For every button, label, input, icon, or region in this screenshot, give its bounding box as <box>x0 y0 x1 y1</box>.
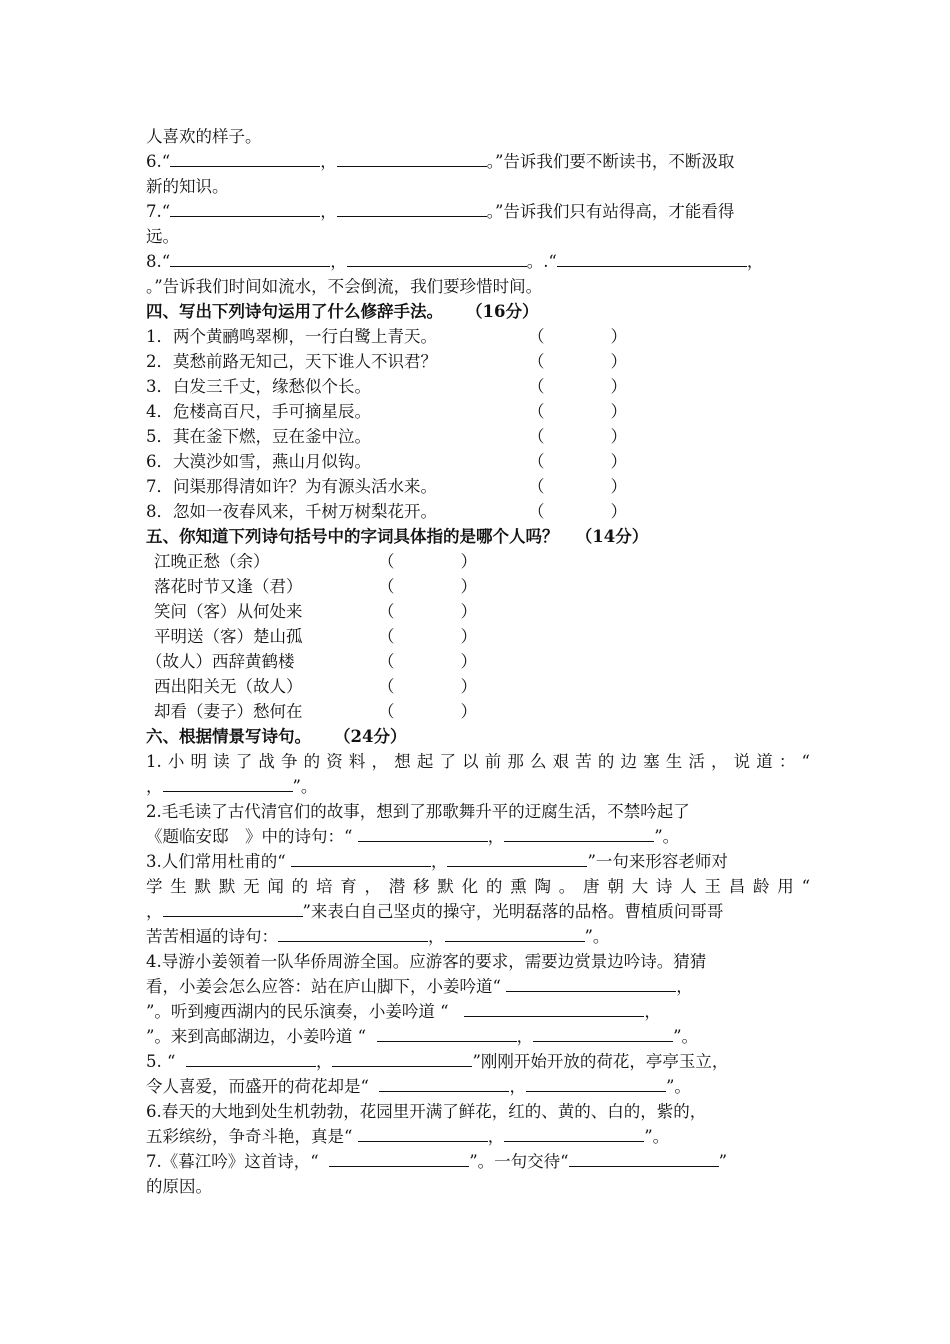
text: 的原因。 <box>146 1177 212 1196</box>
item-text: 平明送（客）楚山孤 <box>154 627 303 646</box>
text: ， <box>509 1077 526 1096</box>
text: ”。一句交待“ <box>469 1152 569 1171</box>
answer-paren[interactable]: （ ） <box>378 652 477 671</box>
item-text: 6．大漠沙如雪，燕山月似钩。 <box>146 452 371 471</box>
rhetoric-item <box>146 399 810 424</box>
answer-blank[interactable] <box>337 199 487 217</box>
text: 7.“ <box>146 202 171 221</box>
item-text: （故人）西辞黄鹤楼 <box>146 652 295 671</box>
answer-blank[interactable] <box>533 1024 673 1042</box>
item-text: 1．两个黄鹂鸣翠柳，一行白鹭上青天。 <box>146 327 437 346</box>
answer-blank[interactable] <box>347 249 527 267</box>
text-line <box>146 999 810 1024</box>
text: ， <box>487 1127 505 1146</box>
text: ， <box>644 1002 661 1021</box>
item-text: 8．忽如一夜春风来，千树万树梨花开。 <box>146 502 437 521</box>
person-item <box>146 574 810 599</box>
person-item <box>146 699 810 724</box>
answer-blank[interactable] <box>332 1049 472 1067</box>
answer-paren[interactable]: （ ） <box>528 452 627 471</box>
text: ， <box>487 827 505 846</box>
text: ， <box>330 252 347 271</box>
text: 8.“ <box>146 252 171 271</box>
answer-paren[interactable]: （ ） <box>378 602 477 621</box>
text: 1.小明读了战争的资料，想起了以前那么艰苦的边塞生活，说道：“ <box>146 752 810 771</box>
question-7 <box>146 199 810 224</box>
answer-blank[interactable] <box>504 824 654 842</box>
item-text: 落花时节又逢（君） <box>154 577 303 596</box>
text: 人喜欢的样子。 <box>146 127 262 146</box>
answer-paren[interactable]: （ ） <box>378 577 477 596</box>
text-line <box>146 224 810 249</box>
item-text: 2．莫愁前路无知己，天下谁人不识君？ <box>146 352 437 371</box>
answer-blank[interactable] <box>445 924 585 942</box>
item-text: 3．白发三千丈，缘愁似个长。 <box>146 377 371 396</box>
text: 6.“ <box>146 152 171 171</box>
person-item <box>146 674 810 699</box>
answer-blank[interactable] <box>170 249 330 267</box>
answer-blank[interactable] <box>569 1149 719 1167</box>
heading-text: 六、根据情景写诗句。 <box>146 727 311 746</box>
answer-blank[interactable] <box>447 849 587 867</box>
answer-paren[interactable]: （ ） <box>528 402 627 421</box>
section-heading <box>146 724 810 749</box>
item-text: 江晚正愁（余） <box>154 552 270 571</box>
text: ”刚刚开始开放的荷花，亭亭玉立， <box>472 1052 729 1071</box>
text: ， <box>320 152 337 171</box>
text: ”。来到高邮湖边，小姜吟道 “ <box>146 1027 367 1046</box>
score: （24分） <box>333 727 407 746</box>
text: 5. “ <box>146 1052 176 1071</box>
answer-blank[interactable] <box>163 899 303 917</box>
text: ， <box>146 777 163 796</box>
text: 令人喜爱，而盛开的荷花却是“ <box>146 1077 369 1096</box>
text-line <box>146 749 810 774</box>
text: ， <box>320 202 337 221</box>
text: ”。 <box>673 1027 699 1046</box>
answer-blank[interactable] <box>170 149 320 167</box>
text: ”。 <box>665 1077 691 1096</box>
text: 。”告诉我们时间如流水，不会倒流，我们要珍惜时间。 <box>146 277 543 296</box>
text: 3.人们常用杜甫的“ <box>146 852 286 871</box>
text: 。”告诉我们要不断读书，不断汲取 <box>486 152 735 171</box>
text: 《题临安邸 》中的诗句：“ <box>146 827 353 846</box>
answer-paren[interactable]: （ ） <box>378 702 477 721</box>
text-line <box>146 1049 810 1074</box>
text: ”一句来形容老师对 <box>587 852 728 871</box>
answer-blank[interactable] <box>278 924 428 942</box>
text: ， <box>428 927 445 946</box>
answer-blank[interactable] <box>504 1124 644 1142</box>
text: ”。听到瘦西湖内的民乐演奏，小姜吟道 “ <box>146 1002 449 1021</box>
item-text: 4．危楼高百尺，手可摘星辰。 <box>146 402 371 421</box>
answer-paren[interactable]: （ ） <box>378 677 477 696</box>
text-line <box>146 124 810 149</box>
text: ”。 <box>654 827 680 846</box>
rhetoric-item <box>146 324 810 349</box>
text-line <box>146 874 810 899</box>
text: ”。 <box>292 777 318 796</box>
text-line <box>146 849 810 874</box>
answer-blank[interactable] <box>358 1124 488 1142</box>
question-6 <box>146 149 810 174</box>
text: 。.“ <box>526 252 557 271</box>
person-item <box>146 624 810 649</box>
rhetoric-item <box>146 349 810 374</box>
text: 新的知识。 <box>146 177 229 196</box>
text: ， <box>676 977 693 996</box>
section-heading <box>146 524 810 549</box>
text: ， <box>146 902 163 921</box>
text-line <box>146 899 810 924</box>
text: ”。 <box>644 1127 670 1146</box>
answer-paren[interactable]: （ ） <box>378 627 477 646</box>
text-line <box>146 974 810 999</box>
answer-blank[interactable] <box>329 1149 469 1167</box>
rhetoric-item <box>146 374 810 399</box>
item-text: 笑问（客）从何处来 <box>154 602 303 621</box>
answer-blank[interactable] <box>557 249 747 267</box>
text: 苦苦相逼的诗句： <box>146 927 278 946</box>
text-line <box>146 924 810 949</box>
text: 看，小姜会怎么应答：站在庐山脚下，小姜吟道“ <box>146 977 501 996</box>
text: 五彩缤纷，争奇斗艳，真是“ <box>146 1127 353 1146</box>
item-text: 西出阳关无（故人） <box>154 677 303 696</box>
text-line <box>146 1099 810 1124</box>
text-line <box>146 1174 810 1199</box>
answer-paren[interactable]: （ ） <box>528 427 627 446</box>
text: ， <box>746 252 764 271</box>
text: 。”告诉我们只有站得高，才能看得 <box>486 202 735 221</box>
answer-paren[interactable]: （ ） <box>528 352 627 371</box>
text: 6.春天的大地到处生机勃勃，花园里开满了鲜花，红的、黄的、白的，紫的， <box>146 1102 707 1121</box>
text: 学生默默无闻的培育，潜移默化的熏陶。唐朝大诗人王昌龄用“ <box>146 877 810 896</box>
text: 2.毛毛读了古代清官们的故事，想到了那歌舞升平的迂腐生活，不禁吟起了 <box>146 802 690 821</box>
item-text: 5．萁在釜下燃，豆在釜中泣。 <box>146 427 371 446</box>
text-line <box>146 1024 810 1049</box>
text: ” <box>718 1152 727 1171</box>
answer-blank[interactable] <box>464 999 644 1017</box>
text-line <box>146 1124 810 1149</box>
heading-text: 四、写出下列诗句运用了什么修辞手法。 <box>146 302 443 321</box>
score: （14分） <box>575 527 649 546</box>
section-heading <box>146 299 810 324</box>
rhetoric-item <box>146 449 810 474</box>
heading-text: 五、你知道下列诗句括号中的字词具体指的是哪个人吗？ <box>146 527 559 546</box>
text-line <box>146 274 810 299</box>
answer-blank[interactable] <box>358 824 488 842</box>
rhetoric-item <box>146 499 810 524</box>
person-item <box>146 649 810 674</box>
answer-paren[interactable]: （ ） <box>528 477 627 496</box>
question-8 <box>146 249 810 274</box>
text-line <box>146 1149 810 1174</box>
rhetoric-item <box>146 424 810 449</box>
person-item <box>146 549 810 574</box>
text: 4.导游小姜领着一队华侨周游全国。应游客的要求，需要边赏景边吟诗。猜猜 <box>146 952 707 971</box>
text: ， <box>315 1052 333 1071</box>
answer-blank[interactable] <box>526 1074 666 1092</box>
text: ， <box>430 852 448 871</box>
text-line <box>146 1074 810 1099</box>
answer-blank[interactable] <box>170 199 320 217</box>
answer-blank[interactable] <box>506 974 676 992</box>
text-line <box>146 949 810 974</box>
text: 7.《暮江吟》这首诗，“ <box>146 1152 319 1171</box>
answer-blank[interactable] <box>186 1049 316 1067</box>
text: ， <box>516 1027 534 1046</box>
answer-paren[interactable]: （ ） <box>528 502 627 521</box>
item-text: 却看（妻子）愁何在 <box>154 702 303 721</box>
answer-blank[interactable] <box>337 149 487 167</box>
answer-paren[interactable]: （ ） <box>528 377 627 396</box>
answer-paren[interactable]: （ ） <box>528 327 627 346</box>
item-text: 7．问渠那得清如许？为有源头活水来。 <box>146 477 437 496</box>
answer-blank[interactable] <box>377 1024 517 1042</box>
score: （16分） <box>465 302 539 321</box>
text-line <box>146 774 810 799</box>
answer-blank[interactable] <box>291 849 431 867</box>
answer-paren[interactable]: （ ） <box>378 552 477 571</box>
text: 远。 <box>146 227 179 246</box>
text-line <box>146 824 810 849</box>
answer-blank[interactable] <box>163 774 293 792</box>
text: ”。 <box>584 927 610 946</box>
text-line <box>146 799 810 824</box>
person-item <box>146 599 810 624</box>
worksheet-page <box>146 124 810 1199</box>
rhetoric-item <box>146 474 810 499</box>
answer-blank[interactable] <box>379 1074 509 1092</box>
text-line <box>146 174 810 199</box>
text: ”来表白自己坚贞的操守，光明磊落的品格。曹植质问哥哥 <box>302 902 724 921</box>
